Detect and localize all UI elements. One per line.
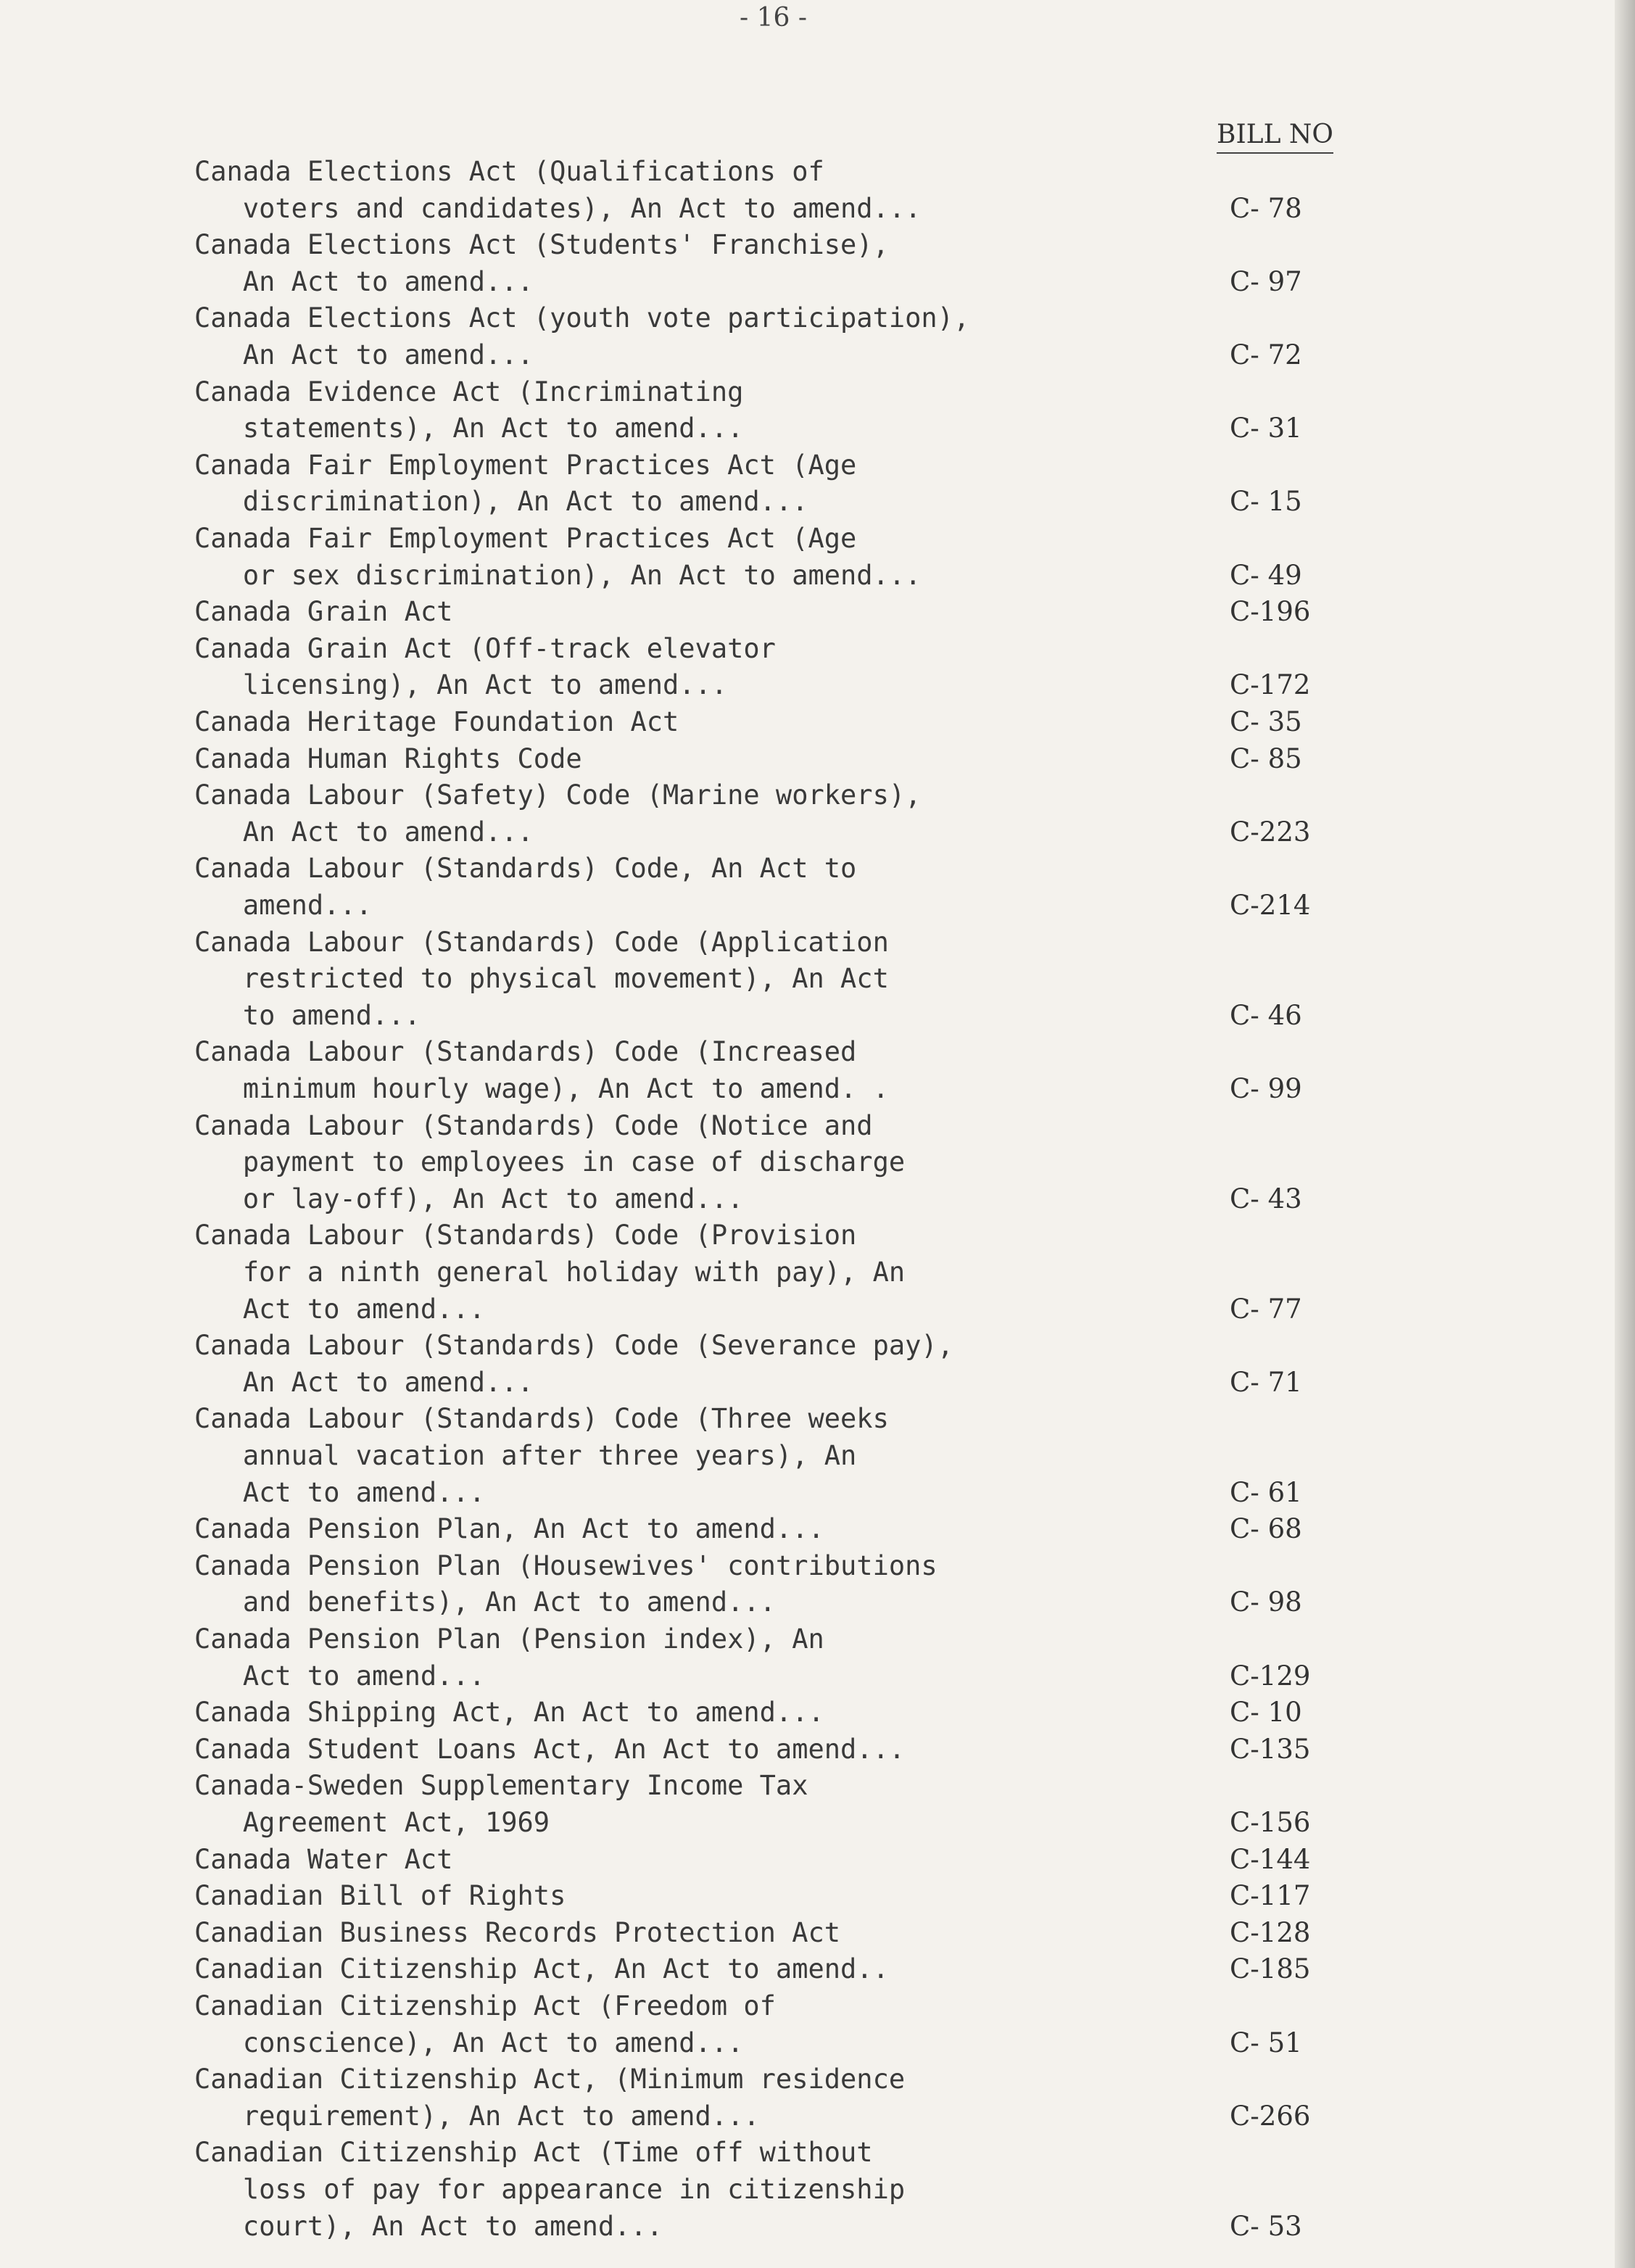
bill-number: C- 71 bbox=[1230, 1366, 1302, 1398]
entry-title-line: Canada-Sweden Supplementary Income Tax bbox=[194, 1770, 808, 1802]
entry-continuation-line: annual vacation after three years), An bbox=[194, 1440, 857, 1471]
entry-title-line: Canada Fair Employment Practices Act (Age bbox=[194, 449, 857, 481]
entry-title-line: Canadian Business Records Protection Act bbox=[194, 1916, 841, 1948]
entry-continuation-line: to amend... bbox=[194, 999, 421, 1031]
entry-continuation-line: Agreement Act, 1969 bbox=[194, 1807, 550, 1838]
bill-number: C- 98 bbox=[1230, 1586, 1302, 1618]
entry-continuation-line: Act to amend... bbox=[194, 1476, 485, 1508]
entry-title-line: Canadian Citizenship Act, (Minimum residence bbox=[194, 2064, 906, 2095]
entry-title-line: Canada Pension Plan (Pension index), An bbox=[194, 1623, 824, 1655]
bill-number: C- 49 bbox=[1230, 559, 1302, 591]
entry-title-line: Canada Water Act bbox=[194, 1843, 453, 1875]
entry-title-line: Canada Pension Plan (Housewives' contributions bbox=[194, 1549, 937, 1581]
bill-number: C-144 bbox=[1230, 1843, 1311, 1875]
entry-continuation-line: loss of pay for appearance in citizenship bbox=[194, 2174, 906, 2205]
bill-number: C-129 bbox=[1230, 1660, 1311, 1692]
entry-continuation-line: minimum hourly wage), An Act to amend. . bbox=[194, 1073, 889, 1104]
bill-number: C- 46 bbox=[1230, 999, 1302, 1031]
entry-continuation-line: licensing), An Act to amend... bbox=[194, 669, 728, 701]
bill-no-column-header: BILL NO bbox=[1217, 119, 1333, 154]
bill-number: C-172 bbox=[1230, 669, 1311, 701]
bill-number: C- 78 bbox=[1230, 192, 1302, 224]
entry-title-line: Canada Heritage Foundation Act bbox=[194, 706, 679, 737]
entry-title-line: Canada Evidence Act (Incriminating bbox=[194, 376, 744, 407]
bill-number: C- 31 bbox=[1230, 413, 1302, 444]
entry-title-line: Canada Elections Act (Students' Franchise), bbox=[194, 229, 889, 261]
entry-continuation-line: amend... bbox=[194, 890, 373, 921]
entry-continuation-line: An Act to amend... bbox=[194, 265, 534, 297]
bill-number: C- 35 bbox=[1230, 706, 1302, 737]
entry-continuation-line: court), An Act to amend... bbox=[194, 2210, 663, 2242]
bill-number: C- 61 bbox=[1230, 1476, 1302, 1508]
bill-number: C- 77 bbox=[1230, 1293, 1302, 1325]
entry-title-line: Canadian Citizenship Act (Time off without bbox=[194, 2137, 873, 2169]
entry-title-line: Canada Pension Plan, An Act to amend... bbox=[194, 1513, 824, 1545]
bill-number: C-266 bbox=[1230, 2100, 1311, 2132]
bill-number: C-196 bbox=[1230, 596, 1311, 628]
bill-number: C-214 bbox=[1230, 890, 1311, 921]
entry-continuation-line: payment to employees in case of discharge bbox=[194, 1146, 906, 1178]
entry-title-line: Canada Elections Act (youth vote participation), bbox=[194, 302, 970, 334]
entry-title-line: Canada Labour (Standards) Code, An Act to bbox=[194, 853, 857, 885]
bill-number: C- 53 bbox=[1230, 2210, 1302, 2242]
bill-number: C-128 bbox=[1230, 1916, 1311, 1948]
entry-continuation-line: Act to amend... bbox=[194, 1293, 485, 1325]
entry-title-line: Canada Labour (Standards) Code (Three weeks bbox=[194, 1403, 889, 1435]
bill-number: C-223 bbox=[1230, 816, 1311, 848]
entry-continuation-line: restricted to physical movement), An Act bbox=[194, 963, 889, 995]
entry-title-line: Canada Student Loans Act, An Act to amend... bbox=[194, 1733, 906, 1765]
entry-title-line: Canadian Bill of Rights bbox=[194, 1880, 566, 1912]
entry-title-line: Canada Labour (Standards) Code (Increased bbox=[194, 1036, 857, 1068]
entry-title-line: Canada Labour (Standards) Code (Notice and bbox=[194, 1109, 873, 1141]
entry-continuation-line: Act to amend... bbox=[194, 1660, 485, 1692]
bill-number: C-185 bbox=[1230, 1953, 1311, 1985]
entry-continuation-line: for a ninth general holiday with pay), An bbox=[194, 1257, 906, 1288]
bill-number: C- 99 bbox=[1230, 1073, 1302, 1104]
entry-title-line: Canada Labour (Standards) Code (Application bbox=[194, 926, 889, 958]
bill-number: C- 15 bbox=[1230, 486, 1302, 518]
bill-number: C- 72 bbox=[1230, 339, 1302, 371]
entry-title-line: Canada Labour (Standards) Code (Provision bbox=[194, 1220, 857, 1251]
bill-number: C- 10 bbox=[1230, 1697, 1302, 1729]
bill-number: C- 85 bbox=[1230, 742, 1302, 774]
page-edge-shadow bbox=[1615, 0, 1635, 2268]
bill-number: C- 43 bbox=[1230, 1183, 1302, 1214]
bill-number: C- 97 bbox=[1230, 265, 1302, 297]
entry-title-line: Canada Human Rights Code bbox=[194, 742, 582, 774]
entry-continuation-line: and benefits), An Act to amend... bbox=[194, 1586, 776, 1618]
bill-number: C-135 bbox=[1230, 1733, 1311, 1765]
entry-continuation-line: An Act to amend... bbox=[194, 1366, 534, 1398]
entry-continuation-line: or sex discrimination), An Act to amend... bbox=[194, 559, 922, 591]
entry-title-line: Canadian Citizenship Act (Freedom of bbox=[194, 1990, 776, 2021]
entry-title-line: Canada Grain Act bbox=[194, 596, 453, 628]
entry-continuation-line: statements), An Act to amend... bbox=[194, 413, 744, 444]
entry-continuation-line: or lay-off), An Act to amend... bbox=[194, 1183, 744, 1214]
entry-title-line: Canada Shipping Act, An Act to amend... bbox=[194, 1697, 824, 1729]
entry-title-line: Canadian Citizenship Act, An Act to amend.. bbox=[194, 1953, 889, 1985]
bill-number: C-117 bbox=[1230, 1880, 1311, 1912]
entry-title-line: Canada Labour (Standards) Code (Severance pay), bbox=[194, 1330, 953, 1362]
entry-continuation-line: An Act to amend... bbox=[194, 816, 534, 848]
entry-title-line: Canada Grain Act (Off-track elevator bbox=[194, 632, 776, 664]
bill-number: C-156 bbox=[1230, 1807, 1311, 1838]
entry-continuation-line: voters and candidates), An Act to amend... bbox=[194, 192, 922, 224]
page-number: - 16 - bbox=[740, 3, 808, 33]
entry-title-line: Canada Labour (Safety) Code (Marine workers), bbox=[194, 779, 922, 811]
entry-continuation-line: discrimination), An Act to amend... bbox=[194, 486, 808, 518]
entry-title-line: Canada Fair Employment Practices Act (Age bbox=[194, 523, 857, 554]
entry-title-line: Canada Elections Act (Qualifications of bbox=[194, 156, 824, 187]
entry-continuation-line: conscience), An Act to amend... bbox=[194, 2027, 744, 2058]
bill-number: C- 51 bbox=[1230, 2027, 1302, 2058]
entry-continuation-line: requirement), An Act to amend... bbox=[194, 2100, 760, 2132]
bill-number: C- 68 bbox=[1230, 1513, 1302, 1545]
entry-continuation-line: An Act to amend... bbox=[194, 339, 534, 371]
